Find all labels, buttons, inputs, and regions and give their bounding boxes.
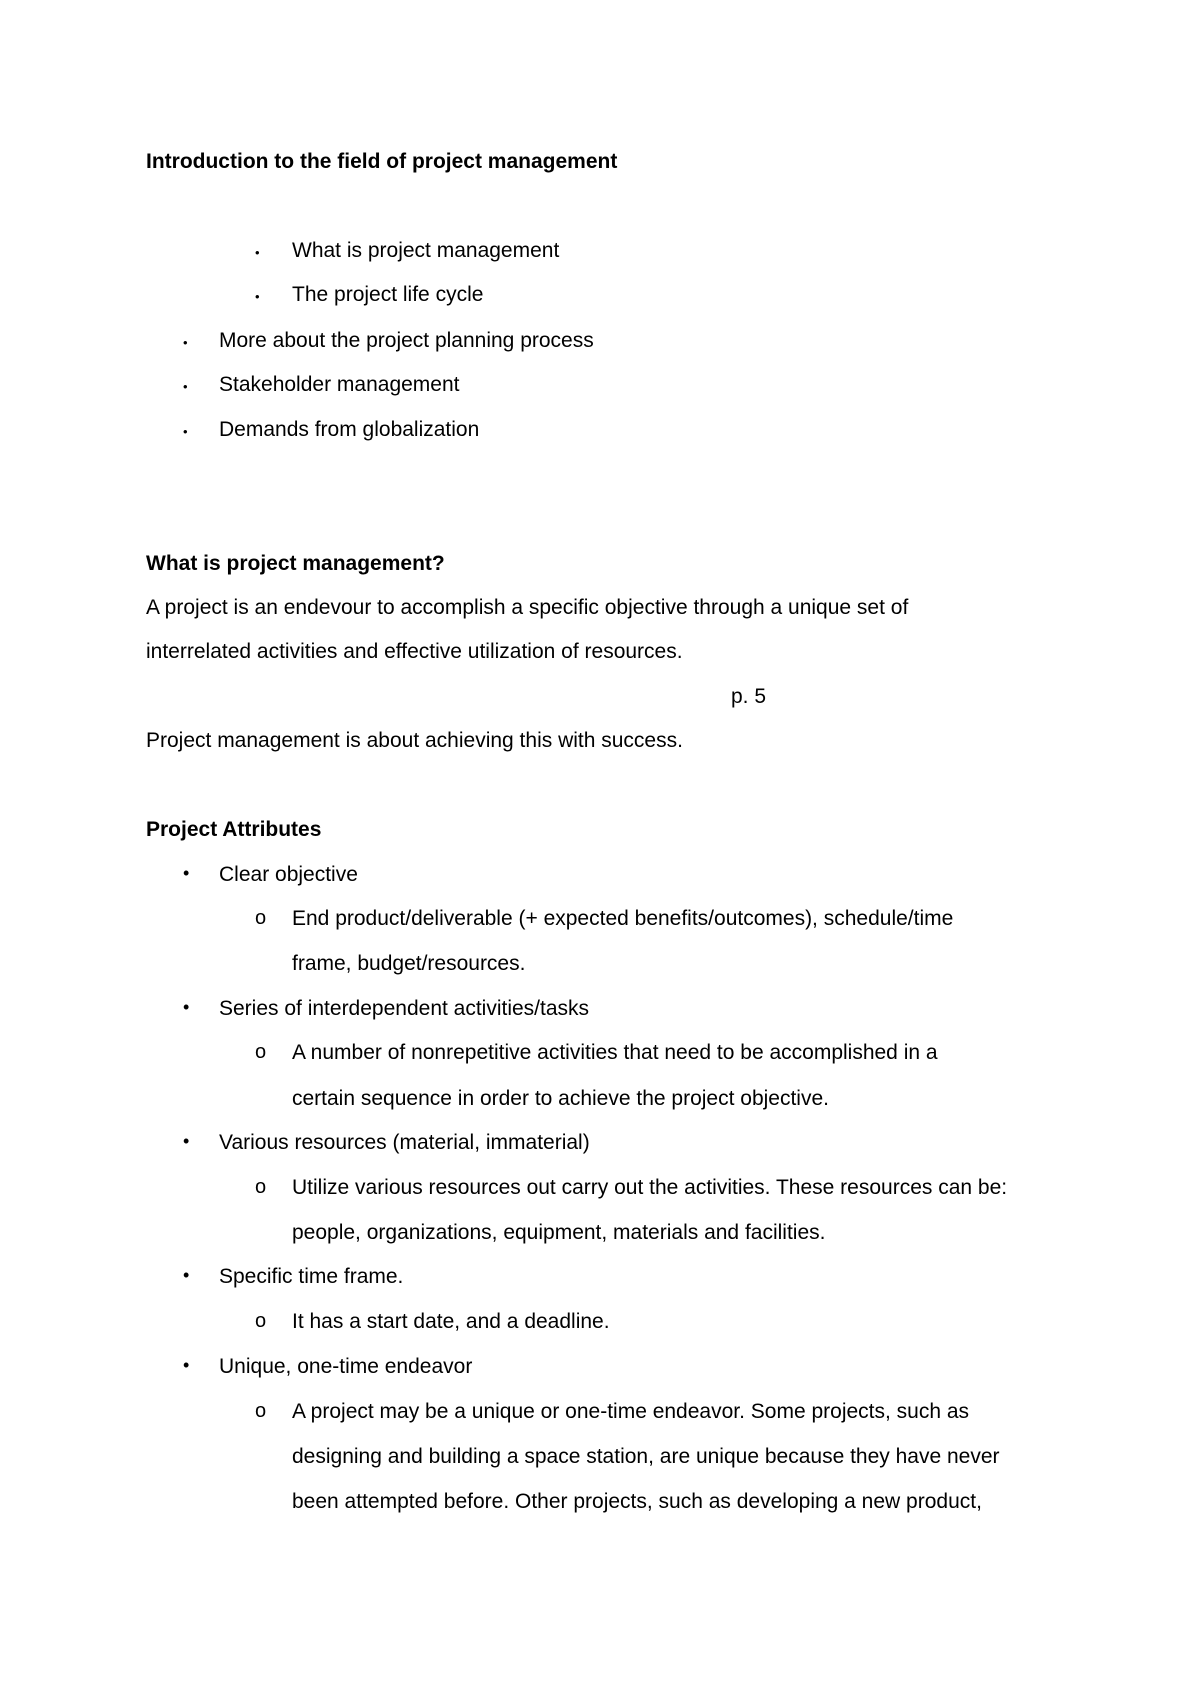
bullet-icon: • [183,424,188,439]
attribute-detail: Utilize various resources out carry out the activities. These resources can be: [292,1176,1008,1199]
circle-bullet-icon: o [255,1400,267,1422]
attribute-label: Various resources (material, immaterial) [219,1131,590,1154]
section-title-what: What is project management? [146,552,445,575]
list-item: Demands from globalization [219,418,480,441]
bullet-icon: • [183,379,188,394]
attribute-label: Specific time frame. [219,1265,404,1288]
attribute-detail: End product/deliverable (+ expected benefits/outcomes), schedule/time [292,907,954,930]
section-title-attributes: Project Attributes [146,818,322,841]
attribute-detail: people, organizations, equipment, materials and facilities. [292,1221,826,1244]
bullet-icon: • [183,863,190,883]
summary-line: Project management is about achieving this with success. [146,729,683,752]
attribute-label: Clear objective [219,863,358,886]
section-title-intro: Introduction to the field of project management [146,150,618,173]
bullet-icon: • [183,1265,190,1285]
attribute-detail: A number of nonrepetitive activities that need to be accomplished in a [292,1041,938,1064]
bullet-icon: • [183,1131,190,1151]
bullet-icon: • [255,289,260,304]
circle-bullet-icon: o [255,1310,267,1332]
circle-bullet-icon: o [255,1041,267,1063]
attribute-detail: A project may be a unique or one-time endeavor. Some projects, such as [292,1400,970,1423]
attribute-detail: certain sequence in order to achieve the project objective. [292,1087,829,1110]
page-reference: p. 5 [731,685,767,708]
list-item: More about the project planning process [219,329,594,352]
bullet-icon: • [183,997,190,1017]
bullet-icon: • [183,1355,190,1375]
definition-line: interrelated activities and effective utilization of resources. [146,640,683,663]
list-item: The project life cycle [292,283,484,306]
attribute-detail: It has a start date, and a deadline. [292,1310,610,1333]
attribute-detail: been attempted before. Other projects, such as developing a new product, [292,1490,982,1513]
attribute-label: Series of interdependent activities/tasks [219,997,590,1020]
circle-bullet-icon: o [255,907,267,929]
attribute-detail: frame, budget/resources. [292,952,526,975]
definition-line: A project is an endevour to accomplish a specific objective through a unique set of [146,596,909,619]
list-item: What is project management [292,239,560,262]
list-item: Stakeholder management [219,373,460,396]
circle-bullet-icon: o [255,1176,267,1198]
attribute-label: Unique, one-time endeavor [219,1355,473,1378]
attribute-detail: designing and building a space station, are unique because they have never [292,1445,1000,1468]
bullet-icon: • [255,245,260,260]
bullet-icon: • [183,335,188,350]
